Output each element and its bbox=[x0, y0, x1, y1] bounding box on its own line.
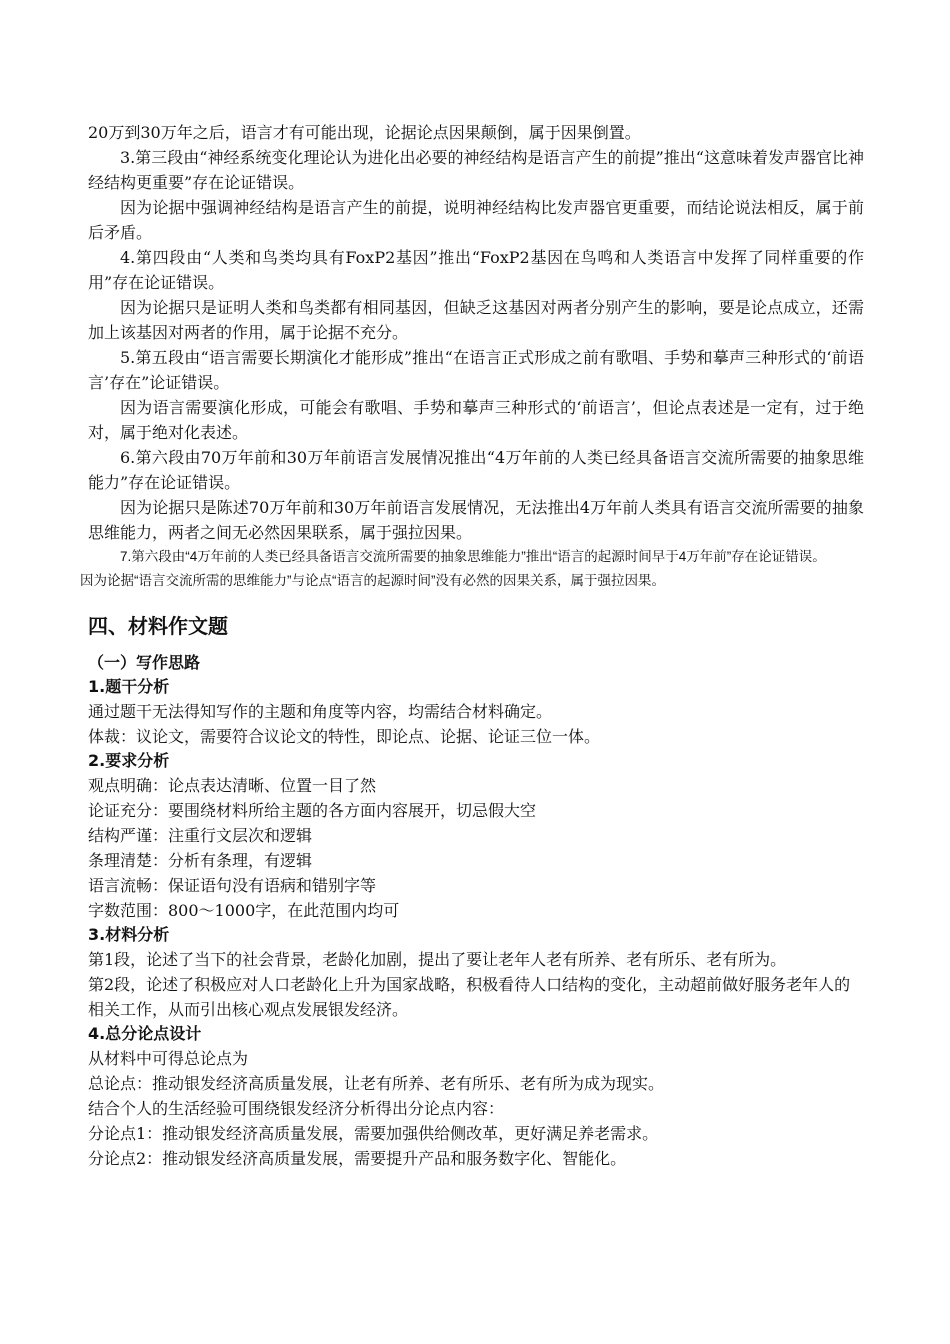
sub-title: （一）写作思路 bbox=[88, 653, 201, 672]
thesis-line: 结合个人的生活经验可围绕银发经济分析得出分论点内容： bbox=[88, 1099, 505, 1118]
requirement-line: 语言流畅：保证语句没有语病和错别字等 bbox=[88, 876, 377, 895]
paragraph-item3: 3.第三段由“神经系统变化理论认为进化出必要的神经结构是语言产生的前提”推出“这意味着发声器官比神经结构更重要”存在论证错误。 bbox=[88, 148, 864, 192]
requirement-line: 条理清楚：分析有条理，有逻辑 bbox=[88, 851, 313, 870]
section-title: 四、材料作文题 bbox=[88, 614, 228, 638]
thesis-line: 从材料中可得总论点为 bbox=[88, 1049, 249, 1068]
material-analysis-line: 第1段，论述了当下的社会背景，老龄化加剧，提出了要让老年人老有所养、老有所乐、老有所为。 bbox=[88, 950, 787, 969]
paragraph-item5-reason: 因为语言需要演化形成，可能会有歌唱、手势和摹声三种形式的‘前语言’，但论点表述是一定有，过于绝对，属于绝对化表述。 bbox=[88, 398, 864, 442]
document-page bbox=[80, 120, 864, 1171]
paragraph-item2-tail: 20万到30万年之后，语言才有可能出现，论据论点因果颠倒，属于因果倒置。 bbox=[88, 123, 641, 142]
requirement-line: 观点明确：论点表达清晰、位置一目了然 bbox=[88, 776, 377, 795]
paragraph-item7-reason: 因为论据“语言交流所需的思维能力”与论点“语言的起源时间”没有必然的因果关系，属于强拉因果。 bbox=[80, 573, 665, 588]
question-analysis-line: 通过题干无法得知写作的主题和角度等内容，均需结合材料确定。 bbox=[88, 702, 553, 721]
requirement-line: 论证充分：要围绕材料所给主题的各方面内容展开，切忌假大空 bbox=[88, 801, 537, 820]
paragraph-item6-reason: 因为论据只是陈述70万年前和30万年前语言发展情况，无法推出4万年前人类具有语言交流所需要的抽象思维能力，两者之间无必然因果联系，属于强拉因果。 bbox=[88, 498, 864, 542]
heading-question-analysis: 1.题干分析 bbox=[88, 677, 170, 696]
heading-thesis-design: 4.总分论点设计 bbox=[88, 1024, 202, 1043]
thesis-line: 总论点：推动银发经济高质量发展，让老有所养、老有所乐、老有所为成为现实。 bbox=[88, 1074, 665, 1093]
paragraph-item4: 4.第四段由“人类和鸟类均具有FoxP2基因”推出“FoxP2基因在鸟鸣和人类语言中发挥了同样重要的作用”存在论证错误。 bbox=[88, 248, 864, 292]
requirement-line: 字数范围：800～1000字，在此范围内均可 bbox=[88, 901, 400, 920]
thesis-line: 分论点1：推动银发经济高质量发展，需要加强供给侧改革，更好满足养老需求。 bbox=[88, 1124, 659, 1143]
heading-requirements: 2.要求分析 bbox=[88, 751, 170, 770]
paragraph-item6: 6.第六段由70万年前和30万年前语言发展情况推出“4万年前的人类已经具备语言交流所需要的抽象思维能力”存在论证错误。 bbox=[88, 448, 864, 492]
paragraph-item7: 7.第六段由“4万年前的人类已经具备语言交流所需要的抽象思维能力”推出“语言的起源时间早于4万年前”存在论证错误。 bbox=[120, 549, 826, 564]
thesis-line: 分论点2：推动银发经济高质量发展，需要提升产品和服务数字化、智能化。 bbox=[88, 1149, 627, 1168]
requirement-line: 结构严谨：注重行文层次和逻辑 bbox=[88, 826, 313, 845]
heading-material-analysis: 3.材料分析 bbox=[88, 925, 170, 944]
paragraph-item3-reason: 因为论据中强调神经结构是语言产生的前提，说明神经结构比发声器官更重要，而结论说法相反，属于前后矛盾。 bbox=[88, 198, 864, 242]
material-analysis-line: 第2段，论述了积极应对人口老龄化上升为国家战略，积极看待人口结构的变化，主动超前做好服务老年人的相关工作，从而引出核心观点发展银发经济。 bbox=[88, 975, 851, 1019]
question-analysis-line: 体裁：议论文，需要符合议论文的特性，即论点、论据、论证三位一体。 bbox=[88, 727, 601, 746]
paragraph-item4-reason: 因为论据只是证明人类和鸟类都有相同基因，但缺乏这基因对两者分别产生的影响，要是论点成立，还需加上该基因对两者的作用，属于论据不充分。 bbox=[88, 298, 864, 342]
paragraph-item5: 5.第五段由“语言需要长期演化才能形成”推出“在语言正式形成之前有歌唱、手势和摹声三种形式的‘前语言’存在”论证错误。 bbox=[88, 348, 864, 392]
